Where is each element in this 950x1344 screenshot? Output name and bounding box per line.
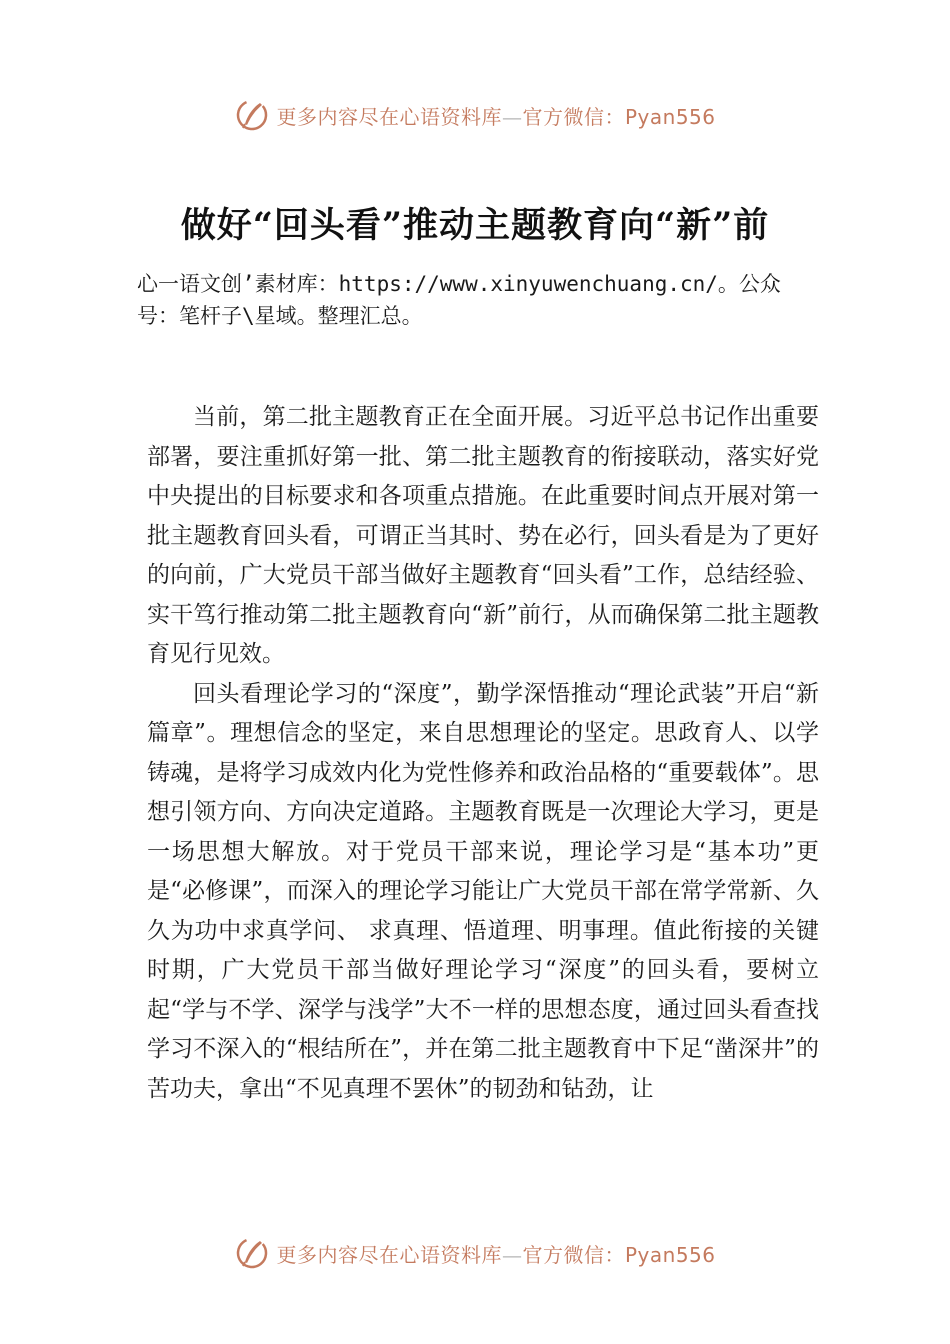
source-line: 心一语文创’素材库：https://www.xinyuwenchuang.cn/。公众号：笔杆子\星域。整理汇总。	[137, 272, 781, 328]
banner-wechat-id: Pyan556	[624, 104, 716, 129]
banner-separator: —	[501, 104, 523, 129]
banner-wechat-label: 官方微信：	[522, 1242, 625, 1267]
banner-text	[276, 101, 715, 130]
banner-site-text: 更多内容尽在心语资料库	[276, 104, 502, 129]
banner-wechat-id: Pyan556	[624, 1242, 716, 1267]
paragraph: 回头看理论学习的“深度”，勤学深悟推动“理论武装”开启“新篇章”。理想信念的坚定，来自思想理论的坚定。思政育人、以学铸魂，是将学习成效内化为党性修养和政治品格的“重要载体”。思想引领方向、方向决定道路。主题教育既是一次理论大学习，更是一场思想大解放。对于党员干部来说，理论学习是“基本功”更是“必修课”，而深入的理论学习能让广大党员干部在常学常新、久久为功中求真学问、 求真理、悟道理、明事理。值此衔接的关键时期，广大党员干部当做好理论学习“深度”的回头看，要树立起“学与不学、深学与浅学”大不一样的思想态度，通过回头看查找学习不深入的“根结所在”，并在第二批主题教育中下足“凿深井”的苦功夫，拿出“不见真理不罢休”的韧劲和钻劲，让	[147, 680, 819, 1102]
quill-pen-logo-icon	[234, 1235, 270, 1271]
header-banner	[0, 95, 950, 135]
quill-pen-logo-icon	[234, 97, 270, 133]
banner-wechat-label: 官方微信：	[522, 104, 625, 129]
paragraph: 当前，第二批主题教育正在全面开展。习近平总书记作出重要部署，要注重抓好第一批、第二批主题教育的衔接联动，落实好党中央提出的目标要求和各项重点措施。在此重要时间点开展对第一批主题教育回头看，可谓正当其时、势在必行，回头看是为了更好的向前，广大党员干部当做好主题教育“回头看”工作，总结经验、实干笃行推动第二批主题教育向“新”前行，从而确保第二批主题教育见行见效。	[147, 404, 819, 667]
document-body	[147, 398, 819, 1109]
footer-banner	[0, 1233, 950, 1273]
banner-text	[276, 1239, 715, 1268]
document-title: 做好“回头看”推动主题教育向“新”前	[180, 205, 770, 246]
banner-site-text: 更多内容尽在心语资料库	[276, 1242, 502, 1267]
banner-separator: —	[501, 1242, 523, 1267]
